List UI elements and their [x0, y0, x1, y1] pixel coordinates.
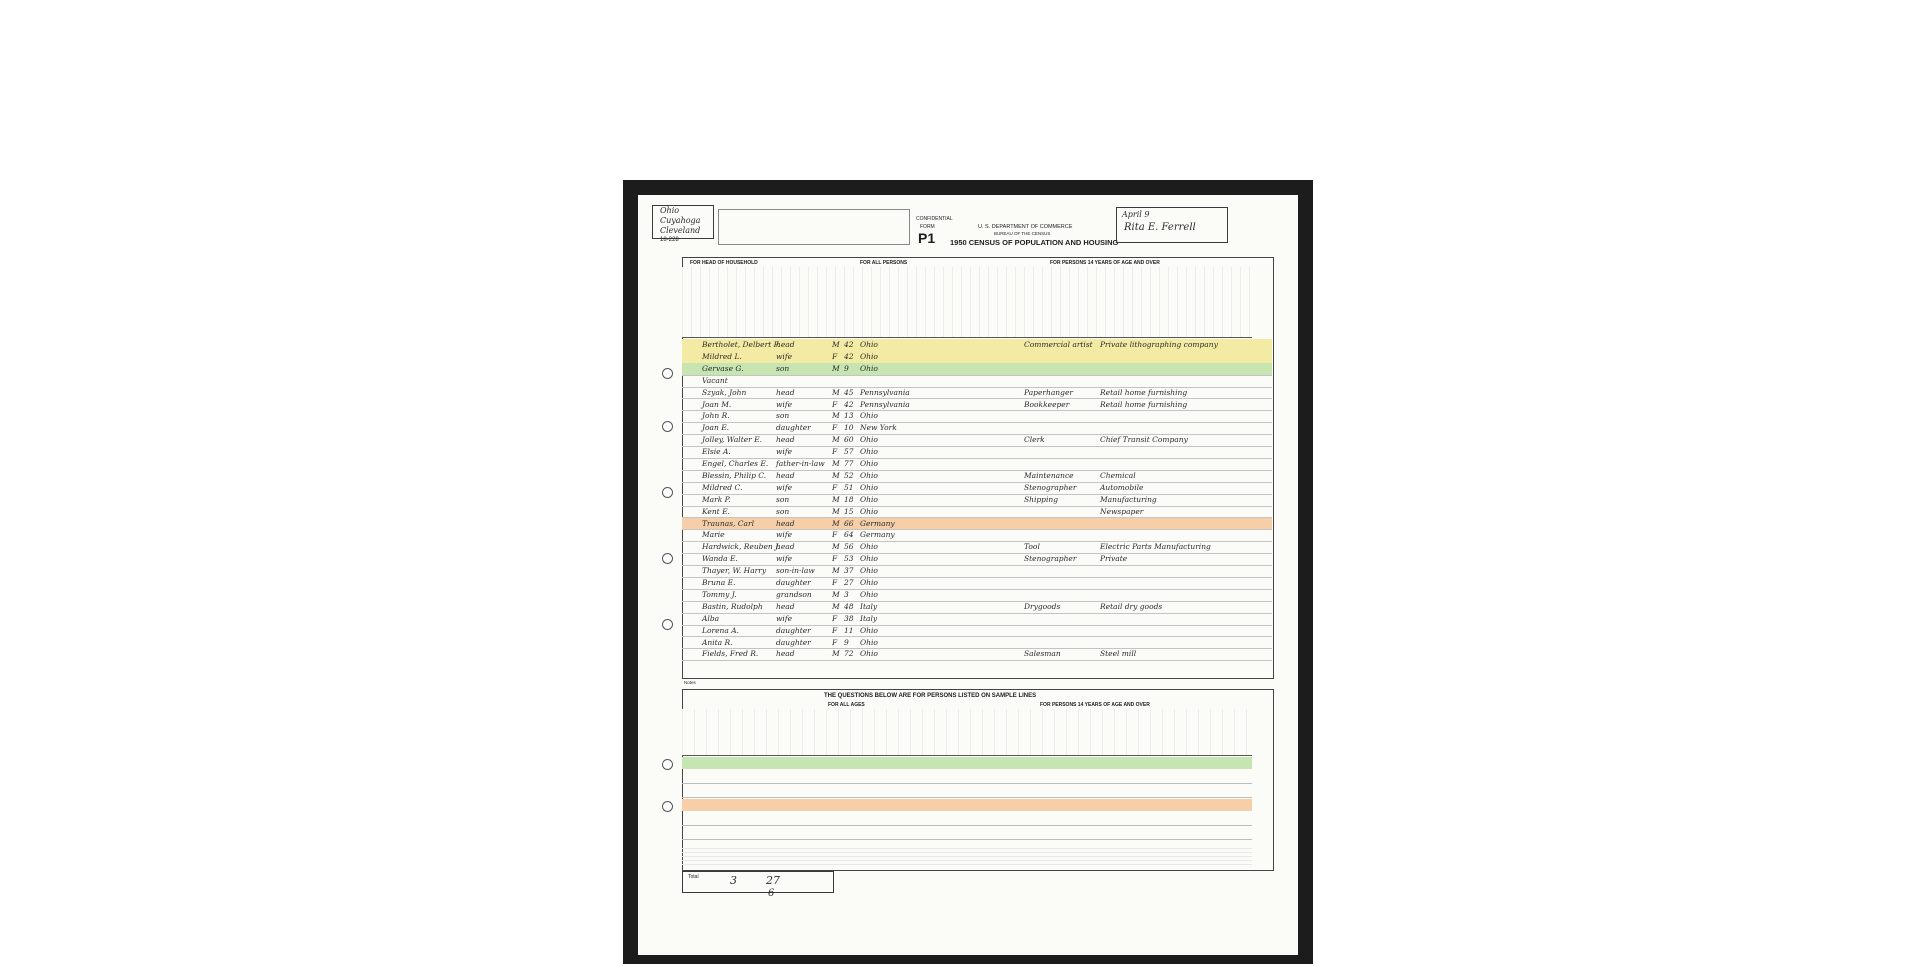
cell-relation: wife	[776, 613, 793, 623]
cell-name: Mildred L.	[702, 351, 742, 361]
footer-box	[682, 871, 834, 893]
table-row	[682, 648, 1272, 661]
cell-relation: wife	[776, 482, 793, 492]
cell-relation: wife	[776, 530, 793, 540]
cell-occupation: Stenographer	[1024, 482, 1077, 492]
cell-name: Traunas, Carl	[702, 518, 755, 528]
cell-relation: son-in-law	[776, 566, 815, 576]
section-14-over: FOR PERSONS 14 YEARS OF AGE AND OVER	[1050, 260, 1160, 266]
section-head-household: FOR HEAD OF HOUSEHOLD	[690, 260, 758, 266]
cell-age: 9	[844, 637, 849, 647]
cell-born: Ohio	[860, 649, 878, 659]
total-label: Total	[688, 874, 699, 880]
cell-sex: F	[832, 554, 838, 564]
cell-name: Tommy J.	[702, 589, 737, 599]
cell-occupation: Commercial artist	[1024, 340, 1093, 349]
cell-sex: M	[832, 649, 840, 659]
cell-sex: M	[832, 566, 840, 576]
cell-industry: Retail dry goods	[1100, 601, 1163, 611]
cell-relation: wife	[776, 399, 793, 409]
cell-relation: wife	[776, 447, 793, 457]
cell-occupation: Drygoods	[1024, 601, 1061, 611]
cell-sex: M	[832, 363, 840, 373]
cell-relation: daughter	[776, 625, 811, 635]
cell-industry: Retail home furnishing	[1100, 387, 1188, 397]
header-info-box	[718, 209, 910, 245]
cell-name: Alba	[702, 613, 720, 623]
cell-sex: M	[832, 470, 840, 480]
cell-sex: F	[832, 351, 838, 361]
cell-relation: father-in-law	[776, 459, 825, 468]
cell-born: Ohio	[860, 566, 878, 576]
cell-sex: M	[832, 411, 840, 421]
cell-name: John R.	[702, 411, 730, 421]
cell-sex: M	[832, 494, 840, 504]
cell-industry: Newspaper	[1100, 506, 1144, 516]
cell-industry: Manufacturing	[1100, 494, 1157, 504]
cell-born: Ohio	[860, 578, 878, 587]
cell-name: Mildred C.	[702, 482, 743, 492]
cell-born: Italy	[860, 613, 878, 623]
cell-relation: head	[776, 518, 795, 528]
cell-age: 53	[844, 554, 854, 564]
cell-age: 37	[844, 566, 854, 576]
cell-relation: son	[776, 494, 790, 504]
cell-industry: Automobile	[1100, 482, 1144, 492]
cell-sex: M	[832, 506, 840, 516]
bureau-label: BUREAU OF THE CENSUS	[994, 231, 1051, 236]
cell-age: 57	[844, 447, 854, 457]
cell-industry: Retail home furnishing	[1100, 399, 1188, 409]
cell-industry: Steel mill	[1100, 649, 1137, 659]
cell-born: Ohio	[860, 447, 878, 457]
cell-age: 42	[844, 351, 854, 361]
cell-occupation: Bookkeeper	[1024, 399, 1070, 409]
cell-sex: F	[832, 625, 838, 635]
cell-sex: M	[832, 542, 840, 552]
cell-age: 27	[844, 578, 854, 587]
cell-sex: F	[832, 423, 838, 433]
cell-relation: son	[776, 363, 790, 373]
cell-relation: son	[776, 411, 790, 421]
cell-name: Anita R.	[702, 637, 733, 647]
cell-name: Kent E.	[702, 506, 730, 516]
cell-industry: Electric Parts Manufacturing	[1100, 542, 1211, 552]
sample-row-5	[682, 813, 1252, 826]
cell-age: 9	[844, 363, 849, 373]
sample-row-1	[682, 757, 1252, 769]
punch-ring	[662, 619, 673, 630]
cell-age: 66	[844, 518, 854, 528]
cell-relation: head	[776, 649, 795, 659]
cell-name: Hardwick, Reuben J.	[702, 542, 780, 552]
cell-name: Fields, Fred R.	[702, 649, 759, 659]
cell-name: Mark P.	[702, 494, 731, 504]
cell-occupation: Stenographer	[1024, 554, 1077, 564]
cell-relation: head	[776, 601, 795, 611]
cell-sex: M	[832, 387, 840, 397]
cell-sex: M	[832, 435, 840, 445]
cell-age: 11	[844, 625, 854, 635]
cell-name: Gervase G.	[702, 363, 744, 373]
cell-relation: daughter	[776, 578, 811, 587]
cell-relation: head	[776, 470, 795, 480]
cell-age: 15	[844, 506, 854, 516]
cell-born: Ohio	[860, 637, 878, 647]
state-value: Ohio	[660, 206, 680, 215]
cell-age: 48	[844, 601, 854, 611]
cell-relation: daughter	[776, 637, 811, 647]
cell-occupation: Paperhanger	[1024, 387, 1073, 397]
punch-ring	[662, 553, 673, 564]
punch-ring	[662, 368, 673, 379]
cell-age: 77	[844, 459, 854, 468]
cell-sex: F	[832, 530, 838, 540]
cell-born: Ohio	[860, 435, 878, 445]
notes-label: Notes	[684, 680, 696, 685]
form-label: FORM	[920, 224, 935, 230]
sample-footnotes	[682, 845, 1252, 865]
punch-ring	[662, 759, 673, 770]
cell-age: 18	[844, 494, 854, 504]
cell-born: Ohio	[860, 482, 878, 492]
punch-ring	[662, 801, 673, 812]
cell-relation: daughter	[776, 423, 811, 433]
cell-relation: grandson	[776, 589, 812, 599]
cell-name: Bastin, Rudolph	[702, 601, 763, 611]
cell-born: Ohio	[860, 625, 878, 635]
cell-relation: wife	[776, 554, 793, 564]
ed-number: 18-228	[660, 237, 679, 243]
cell-name: Vacant	[702, 375, 728, 385]
cell-industry: Chief Transit Company	[1100, 435, 1188, 445]
cell-age: 42	[844, 340, 854, 349]
confidential-label: CONFIDENTIAL	[916, 216, 953, 222]
cell-occupation: Tool	[1024, 542, 1040, 552]
cell-sex: M	[832, 518, 840, 528]
enumerator-date: April 9	[1122, 210, 1150, 219]
place-value: Cleveland	[660, 226, 701, 235]
cell-born: New York	[860, 423, 897, 433]
cell-sex: M	[832, 601, 840, 611]
sample-row-6	[682, 827, 1252, 840]
cell-born: Ohio	[860, 411, 878, 421]
cell-age: 10	[844, 423, 854, 433]
cell-name: Elsie A.	[702, 447, 731, 457]
cell-sex: M	[832, 340, 840, 349]
cell-relation: head	[776, 542, 795, 552]
cell-occupation: Maintenance	[1024, 470, 1074, 480]
enumerator-name: Rita E. Ferrell	[1124, 222, 1196, 233]
cell-born: Ohio	[860, 470, 878, 480]
cell-born: Ohio	[860, 351, 878, 361]
cell-age: 42	[844, 399, 854, 409]
cell-name: Jolley, Walter E.	[702, 435, 762, 445]
sample-row-4	[682, 799, 1252, 811]
cell-name: Engel, Charles E.	[702, 459, 769, 468]
sample-header-area	[682, 709, 1252, 756]
cell-sex: F	[832, 482, 838, 492]
scanned-page-frame	[623, 180, 1313, 964]
cell-born: Ohio	[860, 589, 878, 599]
census-title: 1950 CENSUS OF POPULATION AND HOUSING	[950, 238, 1119, 247]
cell-sex: F	[832, 399, 838, 409]
cell-born: Germany	[860, 530, 895, 540]
cell-sex: M	[832, 589, 840, 599]
census-sheet	[638, 195, 1298, 955]
cell-name: Wanda E.	[702, 554, 738, 564]
sample-row-2	[682, 771, 1252, 784]
form-code: P1	[918, 230, 936, 246]
cell-born: Ohio	[860, 340, 878, 349]
cell-name: Bruna E.	[702, 578, 736, 587]
cell-sex: F	[832, 613, 838, 623]
cell-born: Ohio	[860, 506, 878, 516]
sample-row-3	[682, 785, 1252, 798]
cell-relation: head	[776, 387, 795, 397]
cell-occupation: Shipping	[1024, 494, 1058, 504]
cell-born: Ohio	[860, 542, 878, 552]
cell-occupation: Clerk	[1024, 435, 1045, 445]
cell-born: Pennsylvania	[860, 399, 910, 409]
cell-name: Thayer, W. Harry	[702, 566, 767, 576]
cell-name: Joan M.	[702, 399, 732, 409]
cell-age: 60	[844, 435, 854, 445]
sample-all-ages: FOR ALL AGES	[828, 702, 865, 708]
cell-name: Szyak, John	[702, 387, 747, 397]
cell-name: Blessin, Philip C.	[702, 470, 767, 480]
department-label: U. S. DEPARTMENT OF COMMERCE	[978, 224, 1073, 230]
cell-age: 56	[844, 542, 854, 552]
punch-ring	[662, 421, 673, 432]
cell-name: Marie	[702, 530, 725, 540]
cell-born: Ohio	[860, 554, 878, 564]
cell-name: Lorena A.	[702, 625, 740, 635]
cell-born: Pennsylvania	[860, 387, 910, 397]
cell-born: Germany	[860, 518, 895, 528]
cell-name: Joan E.	[702, 423, 730, 433]
cell-relation: son	[776, 506, 790, 516]
cell-industry: Private	[1100, 554, 1128, 564]
total-value: 3	[730, 874, 737, 887]
cell-born: Ohio	[860, 363, 878, 373]
cell-age: 45	[844, 387, 854, 397]
cell-age: 52	[844, 470, 854, 480]
sample-section-title: THE QUESTIONS BELOW ARE FOR PERSONS LISTED ON SAMPLE LINES	[824, 693, 1037, 699]
punch-ring	[662, 487, 673, 498]
cell-relation: head	[776, 340, 795, 349]
county-value: Cuyahoga	[660, 216, 701, 225]
cell-relation: wife	[776, 351, 793, 361]
cell-age: 13	[844, 411, 854, 421]
cell-age: 3	[844, 589, 849, 599]
cell-relation: head	[776, 435, 795, 445]
cell-born: Italy	[860, 601, 878, 611]
cell-sex: F	[832, 578, 838, 587]
sample-14-over: FOR PERSONS 14 YEARS OF AGE AND OVER	[1040, 702, 1150, 708]
cell-born: Ohio	[860, 459, 878, 468]
column-header-area	[682, 267, 1252, 338]
cell-occupation: Salesman	[1024, 649, 1061, 659]
cell-age: 64	[844, 530, 854, 540]
cell-name: Bertholet, Delbert F.	[702, 340, 781, 349]
cell-industry: Chemical	[1100, 470, 1136, 480]
cell-age: 38	[844, 613, 854, 623]
cell-sex: F	[832, 637, 838, 647]
cell-age: 51	[844, 482, 854, 492]
cell-born: Ohio	[860, 494, 878, 504]
margin-page-number: 6	[768, 888, 775, 899]
section-all-persons: FOR ALL PERSONS	[860, 260, 908, 266]
sheet-number: 27	[766, 874, 780, 887]
cell-age: 72	[844, 649, 854, 659]
cell-industry: Private lithographing company	[1100, 340, 1218, 349]
cell-sex: M	[832, 459, 840, 468]
cell-sex: F	[832, 447, 838, 457]
